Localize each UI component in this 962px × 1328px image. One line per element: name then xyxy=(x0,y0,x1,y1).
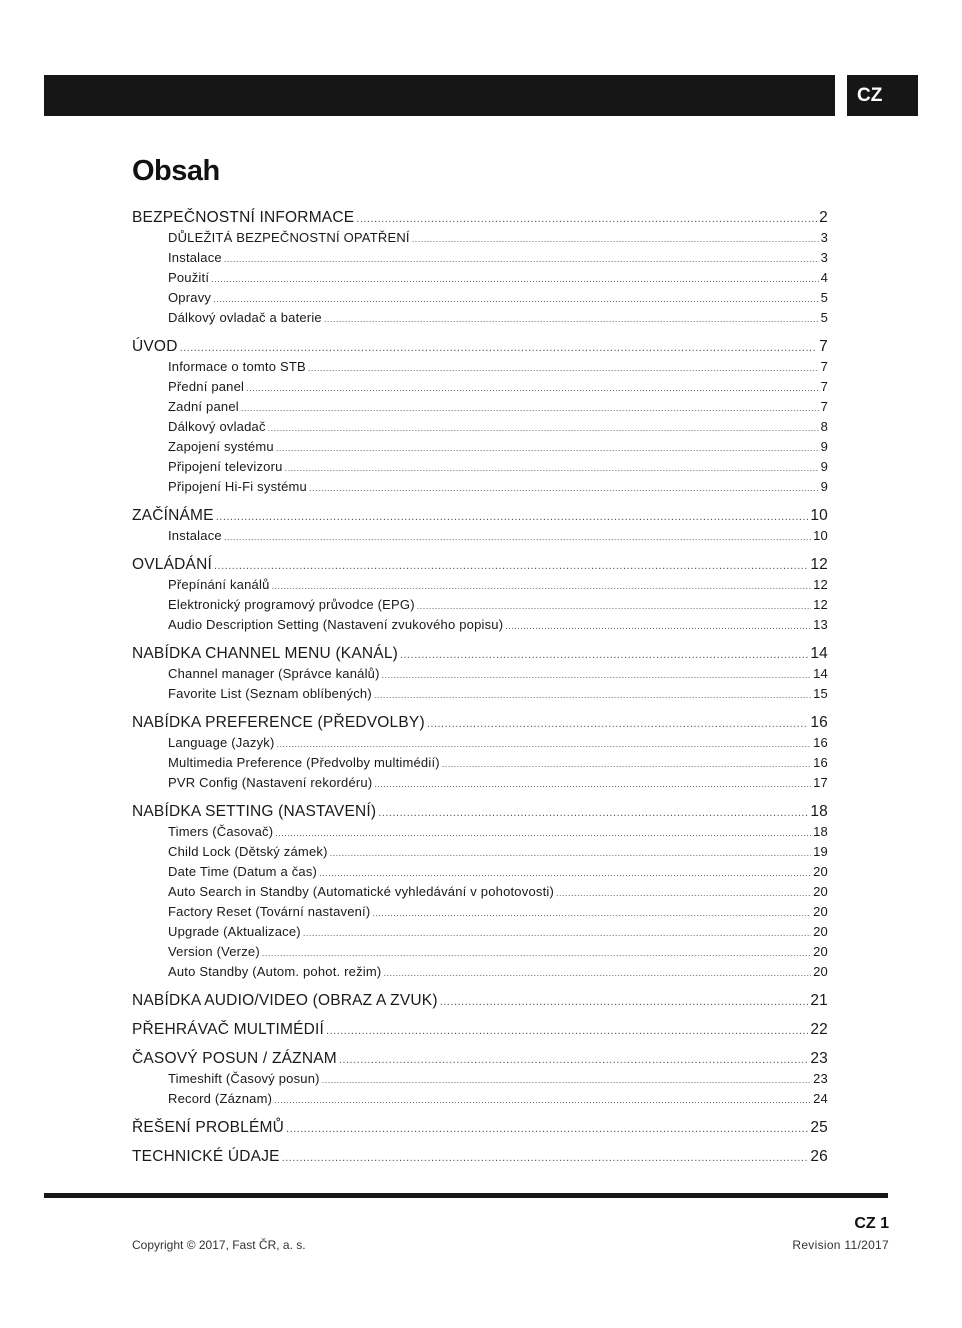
toc-entry-label: DŮLEŽITÁ BEZPEČNOSTNÍ OPATŘENÍ xyxy=(168,230,410,245)
toc-subsection-entry[interactable] xyxy=(132,595,828,615)
toc-entry-page: 2 xyxy=(819,209,828,226)
toc-section-entry[interactable] xyxy=(132,208,828,228)
toc-leader-dots xyxy=(282,1147,809,1168)
toc-entry-page: 12 xyxy=(813,597,828,612)
toc-entry-page: 7 xyxy=(820,399,828,414)
toc-leader-dots xyxy=(417,595,811,616)
toc-section-entry[interactable] xyxy=(132,713,828,733)
toc-entry-label: Zadní panel xyxy=(168,399,239,414)
toc-subsection-entry[interactable] xyxy=(132,822,828,842)
toc-section-entry[interactable] xyxy=(132,555,828,575)
toc-entry-page: 20 xyxy=(813,964,828,979)
toc-entry-label: Použití xyxy=(168,270,210,285)
toc-leader-dots xyxy=(211,268,818,289)
toc-leader-dots xyxy=(274,1089,811,1110)
toc-entry-label: PŘEHRÁVAČ MULTIMÉDIÍ xyxy=(132,1021,325,1038)
toc-leader-dots xyxy=(400,644,808,665)
toc-entry-label: Informace o tomto STB xyxy=(168,359,306,374)
toc-subsection-entry[interactable] xyxy=(132,753,828,773)
toc-leader-dots xyxy=(262,942,811,963)
toc-subsection-entry[interactable] xyxy=(132,862,828,882)
toc-entry-label: ČASOVÝ POSUN / ZÁZNAM xyxy=(132,1050,337,1067)
toc-subsection-entry[interactable] xyxy=(132,882,828,902)
toc-subsection-entry[interactable] xyxy=(132,942,828,962)
toc-leader-dots xyxy=(383,962,811,983)
toc-section-entry[interactable] xyxy=(132,644,828,664)
toc-subsection-entry[interactable] xyxy=(132,228,828,248)
toc-leader-dots xyxy=(378,802,808,823)
toc-entry-page: 10 xyxy=(810,507,828,524)
toc-entry-page: 17 xyxy=(813,775,828,790)
toc-entry-label: ZAČÍNÁME xyxy=(132,507,214,524)
toc-entry-label: NABÍDKA SETTING (NASTAVENÍ) xyxy=(132,803,377,820)
toc-subsection-entry[interactable] xyxy=(132,615,828,635)
toc-entry-page: 22 xyxy=(810,1021,828,1038)
toc-leader-dots xyxy=(374,773,811,794)
toc-leader-dots xyxy=(224,526,811,547)
toc-subsection-entry[interactable] xyxy=(132,664,828,684)
toc-leader-dots xyxy=(277,733,812,754)
toc-entry-page: 14 xyxy=(813,666,828,681)
toc-entry-label: Timeshift (Časový posun) xyxy=(168,1071,320,1086)
toc-section-entry[interactable] xyxy=(132,337,828,357)
language-badge: CZ xyxy=(847,75,918,116)
toc-entry-label: Dálkový ovladač xyxy=(168,419,266,434)
toc-entry-page: 16 xyxy=(810,714,828,731)
toc-entry-label: Instalace xyxy=(168,528,222,543)
toc-leader-dots xyxy=(268,417,819,438)
toc-entry-page: 24 xyxy=(813,1091,828,1106)
copyright-text: Copyright © 2017, Fast ČR, a. s. xyxy=(132,1238,306,1252)
toc-entry-label: NABÍDKA AUDIO/VIDEO (OBRAZ A ZVUK) xyxy=(132,992,438,1009)
page-title: Obsah xyxy=(132,155,220,187)
toc-entry-label: Upgrade (Aktualizace) xyxy=(168,924,301,939)
toc-leader-dots xyxy=(505,615,811,636)
toc-entry-label: Timers (Časovač) xyxy=(168,824,274,839)
toc-entry-page: 20 xyxy=(813,884,828,899)
toc-entry-label: Dálkový ovladač a baterie xyxy=(168,310,322,325)
toc-entry-label: TECHNICKÉ ÚDAJE xyxy=(132,1148,280,1165)
toc-leader-dots xyxy=(214,555,808,576)
toc-subsection-entry[interactable] xyxy=(132,842,828,862)
toc-section-entry[interactable] xyxy=(132,802,828,822)
toc-entry-page: 15 xyxy=(813,686,828,701)
toc-leader-dots xyxy=(246,377,818,398)
toc-section-entry[interactable] xyxy=(132,1118,828,1138)
toc-leader-dots xyxy=(322,1069,811,1090)
table-of-contents xyxy=(132,208,828,1167)
toc-leader-dots xyxy=(275,822,811,843)
toc-subsection-entry[interactable] xyxy=(132,357,828,377)
toc-entry-page: 18 xyxy=(813,824,828,839)
toc-leader-dots xyxy=(285,457,819,478)
toc-entry-label: OVLÁDÁNÍ xyxy=(132,556,212,573)
toc-subsection-entry[interactable] xyxy=(132,1089,828,1109)
toc-entry-label: BEZPEČNOSTNÍ INFORMACE xyxy=(132,209,355,226)
toc-entry-page: 23 xyxy=(813,1071,828,1086)
toc-entry-label: Language (Jazyk) xyxy=(168,735,275,750)
toc-entry-label: NABÍDKA CHANNEL MENU (KANÁL) xyxy=(132,645,398,662)
toc-leader-dots xyxy=(374,684,811,705)
toc-subsection-entry[interactable] xyxy=(132,248,828,268)
toc-subsection-entry[interactable] xyxy=(132,902,828,922)
toc-subsection-entry[interactable] xyxy=(132,773,828,793)
toc-entry-page: 26 xyxy=(810,1148,828,1165)
toc-entry-page: 16 xyxy=(813,755,828,770)
toc-entry-page: 18 xyxy=(810,803,828,820)
toc-subsection-entry[interactable] xyxy=(132,962,828,982)
toc-entry-label: Auto Standby (Autom. pohot. režim) xyxy=(168,964,382,979)
toc-leader-dots xyxy=(339,1049,808,1070)
toc-leader-dots xyxy=(276,437,819,458)
toc-entry-page: 19 xyxy=(813,844,828,859)
toc-leader-dots xyxy=(272,575,812,596)
toc-entry-label: Version (Verze) xyxy=(168,944,260,959)
toc-entry-page: 10 xyxy=(813,528,828,543)
toc-leader-dots xyxy=(224,248,819,269)
toc-subsection-entry[interactable] xyxy=(132,575,828,595)
toc-section-entry[interactable] xyxy=(132,991,828,1011)
toc-leader-dots xyxy=(286,1118,808,1139)
toc-leader-dots xyxy=(303,922,811,943)
toc-subsection-entry[interactable] xyxy=(132,457,828,477)
toc-entry-page: 5 xyxy=(820,310,828,325)
toc-leader-dots xyxy=(556,882,811,903)
toc-entry-label: Auto Search in Standby (Automatické vyhledávání v pohotovosti) xyxy=(168,884,554,899)
toc-leader-dots xyxy=(440,991,809,1012)
toc-subsection-entry[interactable] xyxy=(132,437,828,457)
toc-entry-page: 23 xyxy=(810,1050,828,1067)
toc-subsection-entry[interactable] xyxy=(132,477,828,497)
header-bar xyxy=(44,75,835,116)
toc-entry-label: Připojení televizoru xyxy=(168,459,283,474)
toc-entry-label: PVR Config (Nastavení rekordéru) xyxy=(168,775,373,790)
toc-entry-label: Child Lock (Dětský zámek) xyxy=(168,844,328,859)
toc-entry-label: Přední panel xyxy=(168,379,245,394)
toc-entry-label: Přepínání kanálů xyxy=(168,577,270,592)
toc-subsection-entry[interactable] xyxy=(132,922,828,942)
page-number: CZ 1 xyxy=(854,1215,889,1232)
toc-entry-label: Date Time (Datum a čas) xyxy=(168,864,318,879)
toc-subsection-entry[interactable] xyxy=(132,288,828,308)
toc-section-entry[interactable] xyxy=(132,1147,828,1167)
toc-leader-dots xyxy=(308,357,819,378)
toc-entry-label: Připojení Hi-Fi systému xyxy=(168,479,307,494)
toc-entry-label: Elektronický programový průvodce (EPG) xyxy=(168,597,415,612)
toc-entry-page: 3 xyxy=(820,230,828,245)
toc-leader-dots xyxy=(326,1020,808,1041)
toc-entry-label: Zapojení systému xyxy=(168,439,274,454)
toc-entry-page: 20 xyxy=(813,904,828,919)
toc-entry-page: 20 xyxy=(813,944,828,959)
toc-entry-page: 7 xyxy=(820,379,828,394)
toc-subsection-entry[interactable] xyxy=(132,397,828,417)
toc-entry-label: Instalace xyxy=(168,250,222,265)
toc-entry-page: 14 xyxy=(810,645,828,662)
toc-entry-label: Audio Description Setting (Nastavení zvukového popisu) xyxy=(168,617,504,632)
toc-leader-dots xyxy=(427,713,809,734)
toc-entry-label: Multimedia Preference (Předvolby multimédií) xyxy=(168,755,440,770)
footer-divider xyxy=(44,1193,888,1198)
toc-section-entry[interactable] xyxy=(132,506,828,526)
toc-entry-label: ÚVOD xyxy=(132,338,178,355)
toc-entry-label: ŘEŠENÍ PROBLÉMŮ xyxy=(132,1119,285,1136)
toc-entry-page: 13 xyxy=(813,617,828,632)
toc-leader-dots xyxy=(309,477,819,498)
toc-subsection-entry[interactable] xyxy=(132,417,828,437)
toc-leader-dots xyxy=(216,506,809,527)
toc-leader-dots xyxy=(442,753,811,774)
toc-entry-page: 7 xyxy=(819,338,828,355)
toc-leader-dots xyxy=(324,308,819,329)
toc-entry-page: 25 xyxy=(810,1119,828,1136)
toc-entry-page: 4 xyxy=(820,270,828,285)
toc-entry-label: NABÍDKA PREFERENCE (PŘEDVOLBY) xyxy=(132,714,425,731)
toc-entry-page: 9 xyxy=(820,439,828,454)
toc-entry-page: 8 xyxy=(820,419,828,434)
toc-entry-page: 20 xyxy=(813,924,828,939)
toc-entry-page: 21 xyxy=(810,992,828,1009)
toc-entry-label: Opravy xyxy=(168,290,212,305)
toc-subsection-entry[interactable] xyxy=(132,526,828,546)
toc-subsection-entry[interactable] xyxy=(132,1069,828,1089)
toc-entry-page: 5 xyxy=(820,290,828,305)
toc-subsection-entry[interactable] xyxy=(132,733,828,753)
toc-entry-page: 12 xyxy=(813,577,828,592)
toc-entry-page: 20 xyxy=(813,864,828,879)
toc-entry-page: 3 xyxy=(820,250,828,265)
toc-leader-dots xyxy=(330,842,812,863)
toc-leader-dots xyxy=(213,288,818,309)
toc-entry-page: 9 xyxy=(820,479,828,494)
toc-entry-page: 16 xyxy=(813,735,828,750)
toc-leader-dots xyxy=(319,862,811,883)
toc-section-entry[interactable] xyxy=(132,1049,828,1069)
toc-leader-dots xyxy=(372,902,811,923)
toc-leader-dots xyxy=(382,664,811,685)
toc-leader-dots xyxy=(412,228,819,249)
toc-entry-page: 9 xyxy=(820,459,828,474)
toc-subsection-entry[interactable] xyxy=(132,684,828,704)
toc-subsection-entry[interactable] xyxy=(132,268,828,288)
toc-section-entry[interactable] xyxy=(132,1020,828,1040)
toc-entry-label: Favorite List (Seznam oblíbených) xyxy=(168,686,372,701)
revision-text: Revision 11/2017 xyxy=(792,1238,889,1252)
toc-leader-dots xyxy=(180,337,818,358)
toc-entry-label: Channel manager (Správce kanálů) xyxy=(168,666,380,681)
toc-entry-page: 12 xyxy=(810,556,828,573)
toc-subsection-entry[interactable] xyxy=(132,377,828,397)
toc-subsection-entry[interactable] xyxy=(132,308,828,328)
toc-entry-label: Record (Záznam) xyxy=(168,1091,273,1106)
toc-entry-label: Factory Reset (Tovární nastavení) xyxy=(168,904,371,919)
toc-entry-page: 7 xyxy=(820,359,828,374)
toc-leader-dots xyxy=(356,208,817,229)
toc-leader-dots xyxy=(241,397,819,418)
